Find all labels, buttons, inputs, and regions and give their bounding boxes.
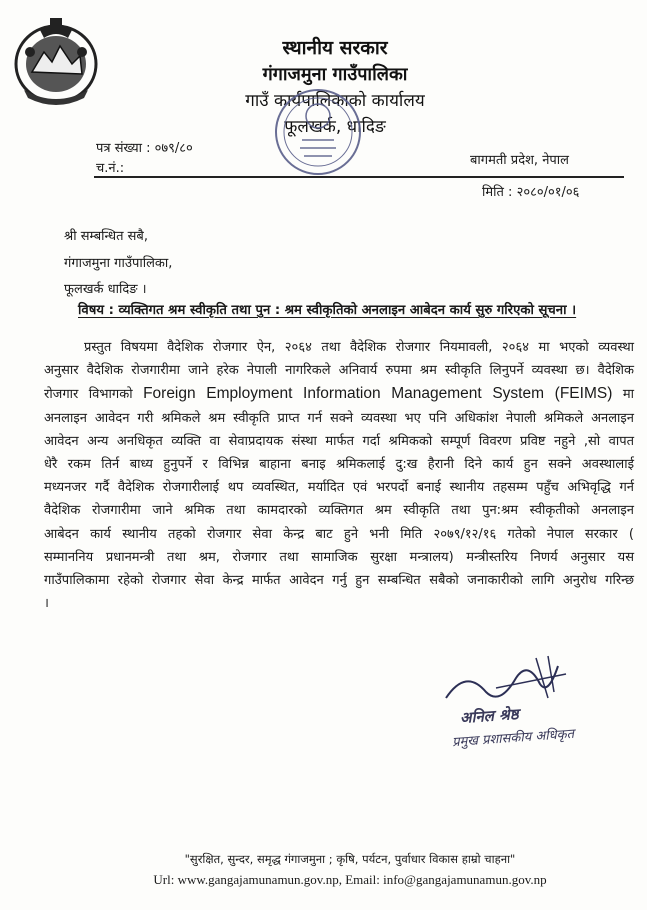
- body-line: आबेदन कार्य स्थानीय तहको रोजगार सेवा केन्द्र बाट हुने भनी मिति २०७९/१२/१६ गतेको नेपाल सरकार (: [44, 526, 634, 542]
- header-divider: [94, 176, 624, 178]
- addressee-line: श्री सम्बन्धित सबै,: [64, 229, 148, 244]
- body-fragment: मा: [622, 387, 634, 403]
- addressee-line: फूलखर्क धादिङ ।: [64, 282, 147, 297]
- footer-motto: "सुरक्षित, सुन्दर, समृद्ध गंगाजमुना ; कृषि, पर्यटन, पुर्वाधार विकास हाम्रो चाहना": [184, 852, 516, 866]
- body-line: आवेदन अन्य अनधिकृत व्यक्ति वा सेवाप्रदायक संस्था मार्फत गर्दा श्रमिकको सम्पूर्ण विवरण प्रविष्ट नहुने ,सो वापत: [44, 433, 634, 449]
- office-stamp-icon: [272, 86, 364, 178]
- body-fragment: रोजगार विभागको: [44, 387, 133, 403]
- reference-number: पत्र संख्या : ०७९/८०: [96, 141, 193, 156]
- body-line: मध्यनजर गर्दै वैदेशिक रोजगारीलाई थप व्यवस्थित, मर्यादित एवं भरपर्दो बनाई स्थानीय तहसम्म पहुँच अभिवृद्धि गर्न: [44, 480, 634, 496]
- signatory-name: अनिल श्रेष्ठ: [459, 704, 520, 728]
- body-line: अनलाइन आवेदन गरी श्रमिकले श्रम स्वीकृति प्राप्त गर्न सक्ने व्यवस्था भए पनि अधिकांश नेपाली श्रमिकले अनलाइन: [44, 410, 634, 426]
- office-location: फूलखर्क, धादिङ: [284, 117, 386, 137]
- handwritten-signature-icon: [436, 648, 576, 708]
- addressee-line: गंगाजमुना गाउँपालिका,: [64, 256, 173, 271]
- body-line: धेरै रकम तिर्न बाध्य हुनुपर्ने र विभिन्न बाहाना बनाइ श्रमिकलाई दु:ख हैरानी दिने कार्य हुन सक्ने अवस्थालाई: [44, 457, 634, 473]
- office-name: गाउँ कार्यपालिकाको कार्यालय: [245, 91, 425, 111]
- body-line: अनुसार वैदेशिक रोजगारीमा जाने हरेक नेपाली नागरिकले अनिवार्य रुपमा श्रम स्वीकृति लिनुपर्ने व्यवस्था छ। वैदेशिक: [44, 363, 634, 379]
- province-name: बागमती प्रदेश, नेपाल: [470, 153, 569, 168]
- letter-body: [44, 336, 634, 615]
- feims-system-name: Foreign Employment Information Management System (FEIMS): [143, 385, 613, 403]
- body-line: ।: [44, 596, 49, 612]
- body-line: प्रस्तुत विषयमा वैदेशिक रोजगार ऐन, २०६४ तथा वैदेशिक रोजगार नियमावली, २०६४ मा भएको व्यवस्था: [84, 340, 634, 355]
- body-line: गाउँपालिकामा रहेको रोजगार सेवा केन्द्र मार्फत आवेदन गर्नु हुन सम्बन्धित सबैको जनाकारीको लागि अनुरोध गरिन्छ: [44, 573, 634, 589]
- body-line: [44, 382, 634, 406]
- dispatch-number: च.नं.:: [96, 161, 125, 176]
- signatory-title: प्रमुख प्रशासकीय अधिकृत: [451, 726, 575, 751]
- nepal-government-emblem-icon: [10, 12, 102, 108]
- letterhead-title: स्थानीय सरकार: [282, 37, 388, 59]
- municipality-name: गंगाजमुना गाउँपालिका: [262, 64, 408, 85]
- body-line: वैदेशिक रोजगारीमा जाने श्रमिक तथा कामदारको व्यक्तिगत श्रम स्वीकृति तथा पुन:श्रम स्वीकृतीको अनलाइन: [44, 503, 634, 519]
- body-line: सम्माननिय प्रधानमन्त्री तथा श्रम, रोजगार तथा सामाजिक सुरक्षा मन्त्रालय) मन्त्रीस्तरिय निणर्य अनुसार यस: [44, 549, 634, 565]
- letter-date: मिति : २०८०/०१/०६: [482, 185, 580, 200]
- footer-contact: Url: www.gangajamunamun.gov.np, Email: info@gangajamunamun.gov.np: [153, 872, 547, 887]
- letter-subject: विषय : व्यक्तिगत श्रम स्वीकृति तथा पुन : श्रम स्वीकृतिको अनलाइन आबेदन कार्य सुरु गरिएको सूचना ।: [78, 303, 577, 318]
